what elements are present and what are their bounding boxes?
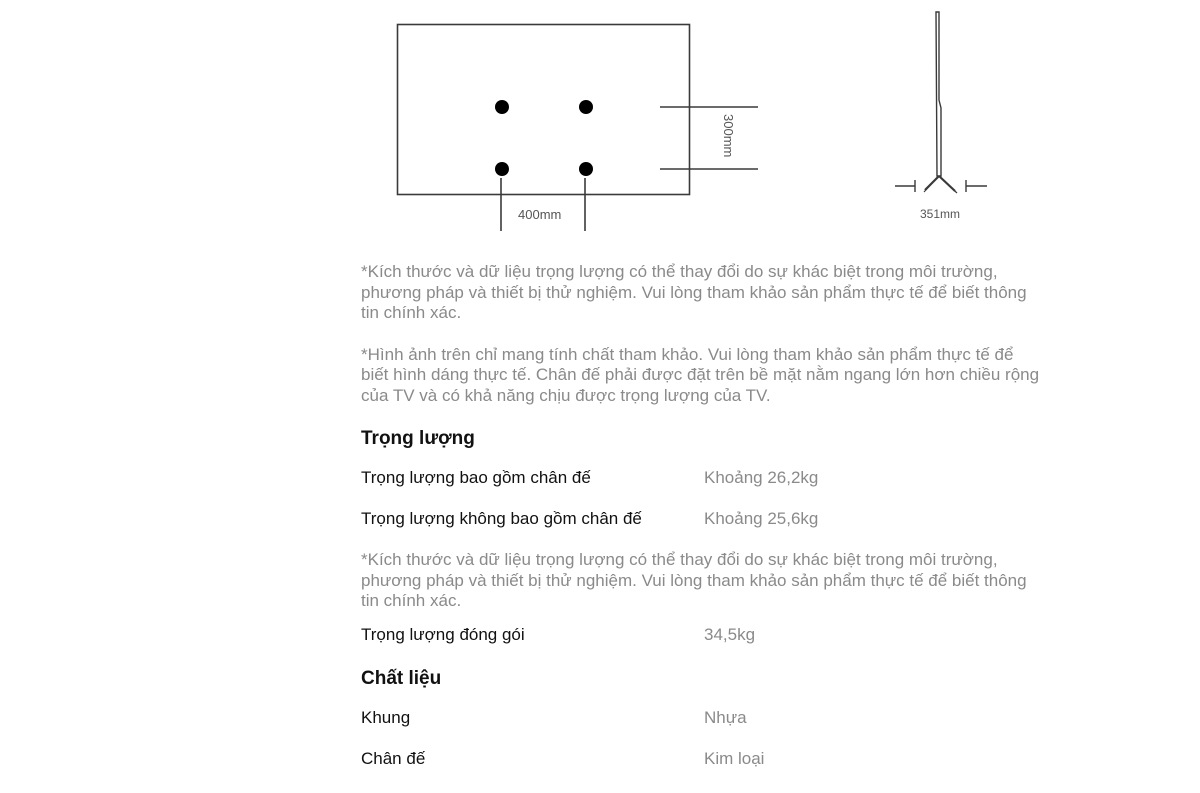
spec-row-package-weight	[361, 625, 1041, 666]
spec-label: Trọng lượng không bao gồm chân đế	[361, 509, 642, 528]
tv-dimension-diagram	[0, 0, 1200, 250]
spec-label: Trọng lượng đóng gói	[361, 624, 525, 644]
spec-content	[361, 262, 1041, 790]
vesa-height-label: 300mm	[721, 114, 736, 158]
weight-section-title: Trọng lượng	[361, 428, 475, 449]
stand-depth-label: 351mm	[920, 207, 961, 221]
spec-value: Khoảng 26,2kg	[704, 468, 819, 487]
spec-row-stand	[361, 749, 1041, 790]
spec-label: Trọng lượng bao gồm chân đế	[361, 468, 591, 487]
spec-label: Khung	[361, 707, 411, 727]
dimension-disclaimer: *Kích thước và dữ liệu trọng lượng có thể thay đổi do sự khác biệt trong môi trường, phương pháp và thiết bị thử nghiệm. Vui lòng tham khảo sản phẩm thực tế để biết thông tin chính xác.	[361, 262, 1027, 322]
vesa-hole-bottom-right	[579, 162, 593, 176]
spec-value: Nhựa	[704, 707, 747, 727]
tv-side-view	[895, 12, 987, 193]
material-section-title: Chất liệu	[361, 667, 442, 689]
vesa-hole-bottom-left	[495, 162, 509, 176]
tv-back-outline	[398, 25, 690, 195]
spec-row-weight-without-stand	[361, 509, 1041, 550]
spec-label: Chân đế	[361, 748, 426, 768]
image-disclaimer: *Hình ảnh trên chỉ mang tính chất tham khảo. Vui lòng tham khảo sản phẩm thực tế để biết hình dáng thực tế. Chân đế phải được đặt trên bề mặt nằm ngang lớn hơn chiều rộng của TV và có khả năng chịu được trọng lượng của TV.	[361, 344, 1040, 405]
vesa-hole-top-right	[579, 100, 593, 114]
spec-value: Khoảng 25,6kg	[704, 509, 819, 528]
spec-value: 34,5kg	[704, 624, 756, 644]
spec-value: Kim loại	[704, 748, 765, 768]
spec-row-frame	[361, 708, 1041, 749]
vesa-width-label: 400mm	[518, 207, 562, 222]
spec-row-weight-with-stand	[361, 468, 1041, 509]
weight-disclaimer: *Kích thước và dữ liệu trọng lượng có thể thay đổi do sự khác biệt trong môi trường, phương pháp và thiết bị thử nghiệm. Vui lòng tham khảo sản phẩm thực tế để biết thông tin chính xác.	[361, 550, 1027, 610]
vesa-hole-top-left	[495, 100, 509, 114]
